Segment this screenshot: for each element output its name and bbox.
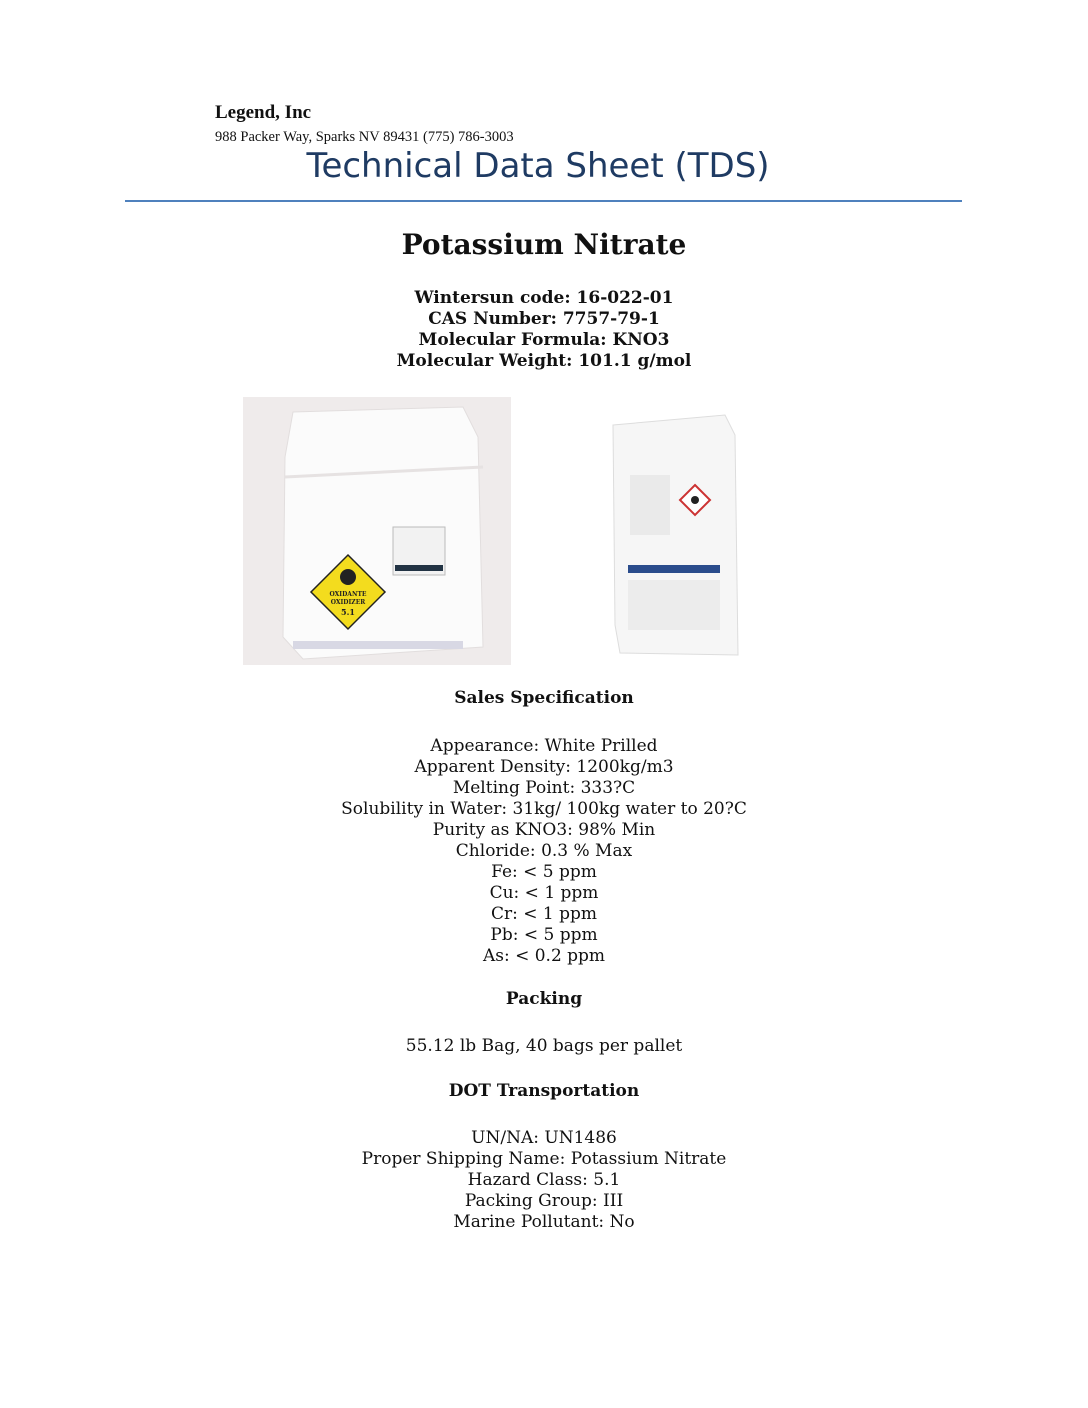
dot-line: Marine Pollutant: No [453, 1212, 635, 1232]
spec-line: Solubility in Water: 31kg/ 100kg water to 20?C [341, 799, 747, 819]
wintersun-code: Wintersun code: 16-022-01 [414, 288, 674, 308]
spec-line: As: < 0.2 ppm [482, 946, 606, 966]
dot-line: Packing Group: III [464, 1191, 624, 1211]
dot-transportation-list [0, 1128, 1088, 1233]
dot-transportation-heading: DOT Transportation [448, 1081, 640, 1101]
spec-line: Pb: < 5 ppm [490, 925, 598, 945]
spec-line: Cr: < 1 ppm [490, 904, 598, 924]
spec-line: Fe: < 5 ppm [491, 862, 597, 882]
spec-line: Apparent Density: 1200kg/m3 [414, 757, 674, 777]
spec-line: Chloride: 0.3 % Max [455, 841, 633, 861]
sales-specification-list [0, 736, 1088, 967]
company-name: Legend, Inc [215, 102, 312, 123]
spec-line: Melting Point: 333?C [452, 778, 636, 798]
dot-line: Proper Shipping Name: Potassium Nitrate [361, 1149, 727, 1169]
molecular-formula: Molecular Formula: KNO3 [418, 330, 670, 350]
molecular-weight: Molecular Weight: 101.1 g/mol [396, 351, 692, 371]
product-name: Potassium Nitrate [401, 228, 687, 261]
company-address: 988 Packer Way, Sparks NV 89431 (775) 786-3003 [215, 129, 514, 145]
product-identifiers [0, 288, 1088, 372]
spec-line: Purity as KNO3: 98% Min [432, 820, 656, 840]
product-bag-photo-left [243, 397, 511, 665]
document-title-text: Technical Data Sheet (TDS) [306, 146, 770, 186]
hazard-class-label: 5.1 [341, 607, 355, 617]
header-divider [125, 200, 962, 202]
cas-number: CAS Number: 7757-79-1 [428, 309, 660, 329]
packing-heading: Packing [505, 989, 583, 1009]
dot-line: Hazard Class: 5.1 [467, 1170, 621, 1190]
spec-line: Appearance: White Prilled [430, 736, 658, 756]
product-bag-photo-right [600, 405, 750, 665]
packing-section [0, 1036, 1088, 1057]
document-title [0, 146, 1076, 186]
sales-specification-heading: Sales Specification [454, 688, 634, 708]
spec-line: Cu: < 1 ppm [489, 883, 599, 903]
dot-line: UN/NA: UN1486 [471, 1128, 617, 1148]
packing-text: 55.12 lb Bag, 40 bags per pallet [405, 1036, 683, 1056]
oxidante-label: OXIDANTE [329, 591, 367, 598]
oxidizer-label: OXIDIZER [330, 599, 366, 606]
